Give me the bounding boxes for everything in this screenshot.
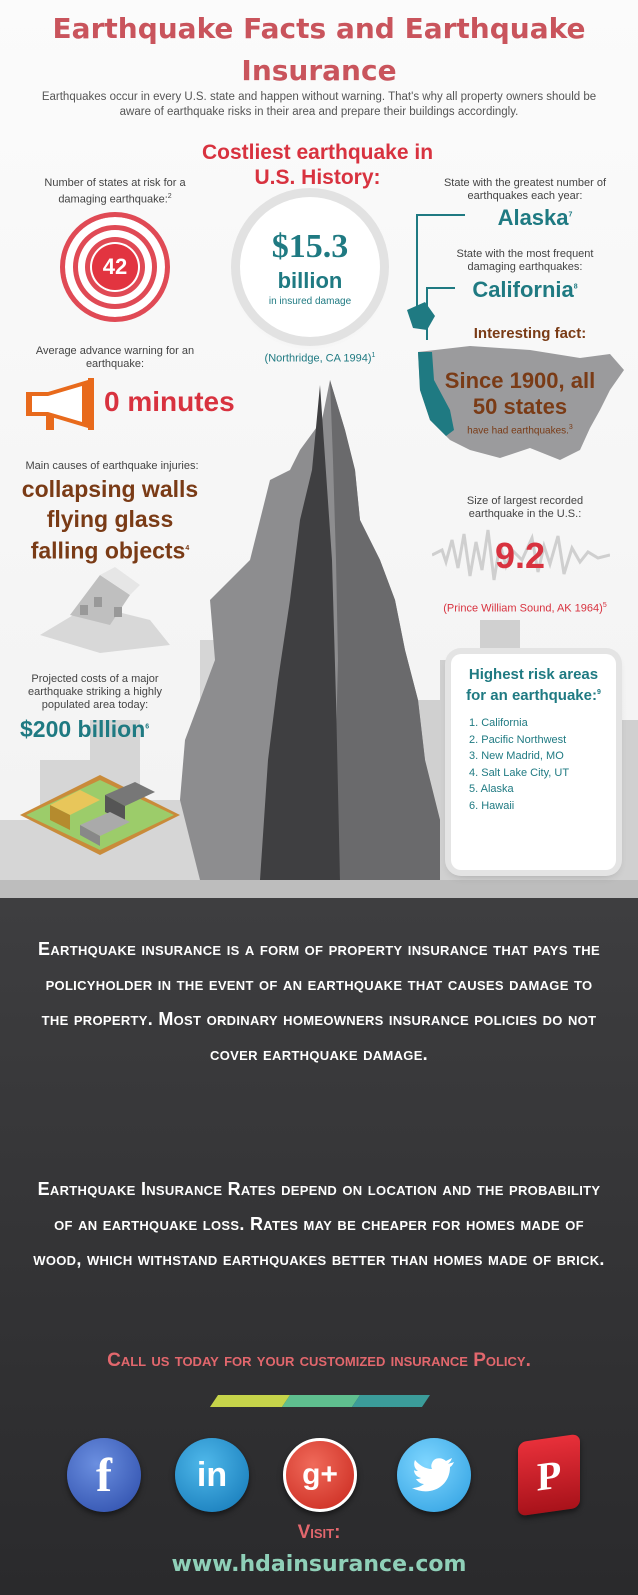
- city-block-illustration: [20, 760, 180, 860]
- twitter-icon[interactable]: [397, 1438, 471, 1512]
- costliest-location: (Northridge, CA 1994)$^1$: [264, 352, 376, 365]
- interesting-heading: Interesting fact:: [473, 325, 587, 342]
- costliest-sub: in insured damage: [268, 296, 352, 307]
- collapsed-building-illustration: [30, 565, 180, 655]
- warning-label: Average advance warning for an earthquake:: [35, 345, 195, 370]
- projected-value: $200 billion$^6$: [20, 716, 150, 742]
- risk-areas-box: [451, 654, 616, 870]
- states-at-risk-label: Number of states at risk for a damaging earthquake:$^2$: [44, 177, 186, 206]
- divider-stripe: [210, 1395, 430, 1407]
- google-plus-icon[interactable]: g+: [283, 1438, 357, 1512]
- projected-label: Projected costs of a major earthquake striking a highly populated area today:: [28, 673, 162, 711]
- page-title: Earthquake Facts and Earthquake Insurance: [52, 12, 586, 87]
- injury-cause: flying glass: [46, 506, 174, 532]
- pinterest-icon[interactable]: P: [518, 1434, 580, 1517]
- risk-areas-heading: Highest risk areas for an earthquake:$^9$: [466, 666, 601, 704]
- greatest-number-label: State with the greatest number of earthquakes each year:: [443, 177, 607, 202]
- facebook-icon[interactable]: f: [67, 1438, 141, 1512]
- greatest-number-state: Alaska$^7$: [497, 205, 573, 230]
- interesting-big: Since 1900, all 50 states: [444, 368, 596, 419]
- injuries-list: [10, 474, 210, 566]
- visit-label: Visit:: [297, 1522, 341, 1543]
- costliest-heading: Costliest earthquake in U.S. History:: [201, 141, 434, 189]
- risk-area-item: 2. Pacific Northwest: [469, 733, 567, 746]
- largest-label: Size of largest recorded earthquake in the U.S.:: [466, 495, 584, 520]
- website-link[interactable]: www.hdainsurance.com: [171, 1552, 467, 1577]
- injuries-label: Main causes of earthquake injuries:: [25, 460, 199, 472]
- risk-areas-list: [469, 715, 616, 814]
- states-at-risk-value: 42: [92, 244, 138, 290]
- interesting-sub: have had earthquakes.$^3$: [467, 424, 573, 437]
- most-frequent-state: California$^8$: [472, 277, 578, 302]
- risk-area-item: 4. Salt Lake City, UT: [469, 766, 570, 779]
- intro-text: Earthquakes occur in every U.S. state and happen without warning. That's why all property owners should be aware of earthquake risks in their area and prepare their buildings accordingly.: [41, 91, 597, 118]
- costliest-amount: $15.3: [271, 228, 349, 265]
- insurance-paragraph: Earthquake insurance is a form of property insurance that pays the policyholder in the event of an earthquake that causes damage to the property. Most ordinary homeowners insurance policies do not cover earthquake damage.: [38, 939, 600, 1064]
- largest-value: 9.2: [494, 535, 546, 576]
- injury-cause: collapsing walls: [21, 476, 199, 502]
- risk-area-item: 6. Hawaii: [469, 799, 515, 812]
- warning-value: 0 minutes: [104, 386, 235, 417]
- costliest-circle: [240, 197, 380, 337]
- risk-area-item: 1. California: [469, 717, 528, 729]
- megaphone-icon: [18, 378, 98, 430]
- injury-cause: falling objects$^4$: [30, 537, 190, 564]
- risk-area-item: 3. New Madrid, MO: [469, 750, 564, 762]
- linkedin-icon[interactable]: in: [175, 1438, 249, 1512]
- rates-paragraph: Earthquake Insurance Rates depend on location and the probability of an earthquake loss. Rates may be cheaper for homes made of wood, which withstand earthquakes better than homes made of brick.: [33, 1179, 605, 1269]
- costliest-unit: billion: [277, 268, 343, 293]
- call-to-action[interactable]: Call us today for your customized insurance Policy.: [107, 1350, 531, 1371]
- most-frequent-label: State with the most frequent damaging earthquakes:: [456, 248, 594, 273]
- risk-area-item: 5. Alaska: [469, 783, 514, 795]
- largest-location: (Prince William Sound, AK 1964)$^5$: [443, 602, 607, 615]
